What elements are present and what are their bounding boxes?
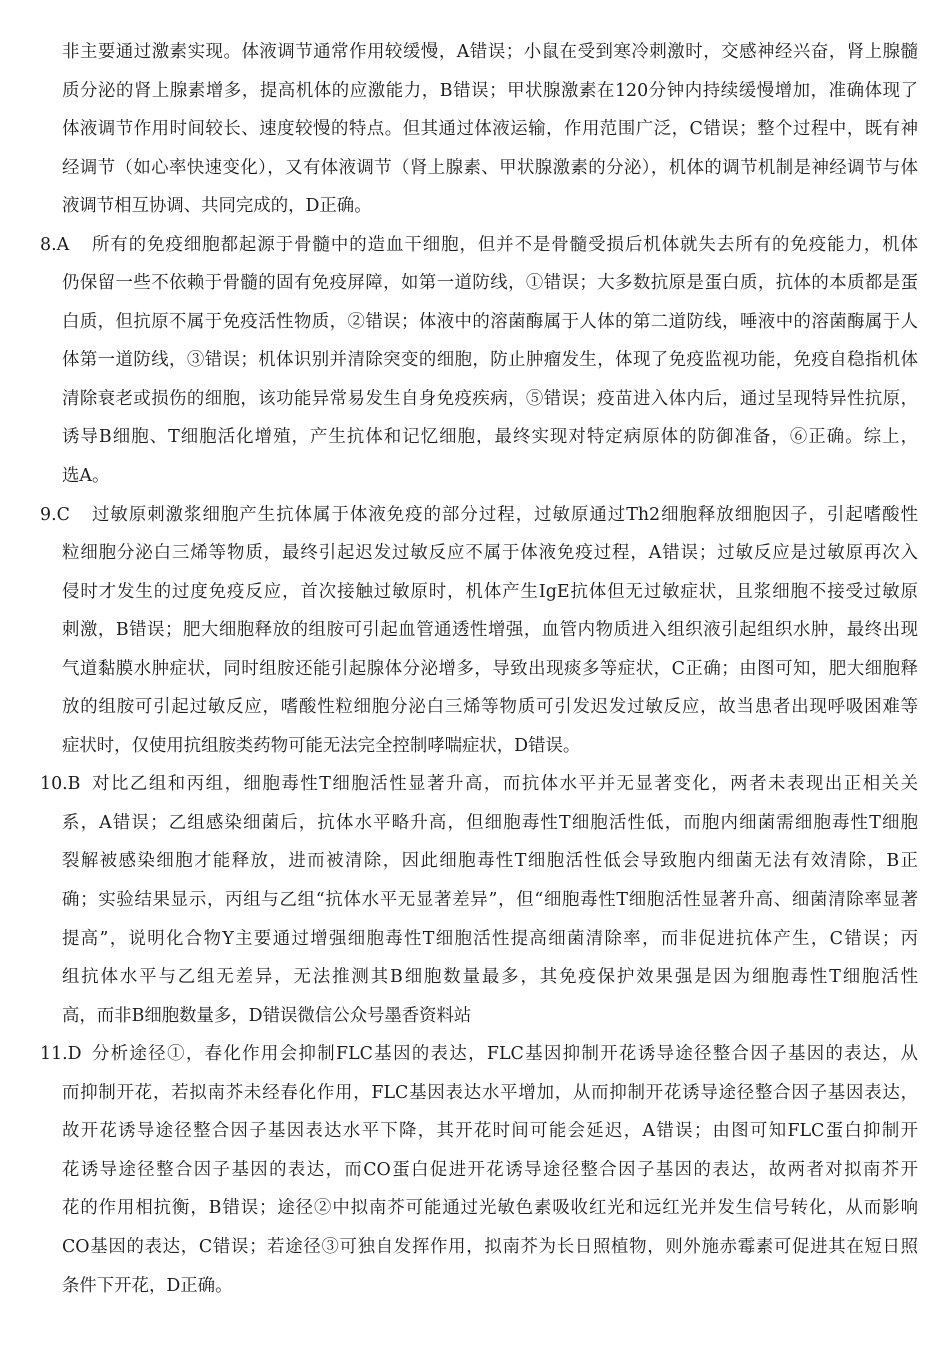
line-text: 气道黏膜水肿症状，同时组胺还能引起腺体分泌增多，导致出现痰多等症状，C正确；由图可知，肥大细胞释 [62, 658, 918, 679]
text-line [0, 303, 950, 342]
text-line [0, 534, 950, 573]
text-line [0, 457, 950, 496]
line-text: 体液调节作用时间较长、速度较慢的特点。但其通过体液运输，作用范围广泛，C错误；整个过程中，既有神 [62, 119, 918, 140]
answer-label: 10.B [40, 774, 81, 795]
answer-document [0, 33, 950, 1296]
line-text: 体第一道防线，③错误；机体识别并清除突变的细胞，防止肿瘤发生，体现了免疫监视功能，免疫自稳指机体 [62, 350, 918, 371]
line-text: 故开花诱导途径整合因子基因表达水平下降，其开花时间可能会延迟，A错误；由图可知FLC蛋白抑制开 [62, 1121, 918, 1142]
text-line [0, 1151, 950, 1190]
line-text: 裂解被感染细胞才能释放，进而被清除，因此细胞毒性T细胞活性低会导致胞内细菌无法有效清除，B正 [62, 851, 918, 872]
line-text: 白质，但抗原不属于免疫活性物质，②错误；体液中的溶菌酶属于人体的第二道防线，唾液中的溶菌酶属于人 [62, 311, 918, 332]
text-line [0, 1267, 950, 1306]
text-line [0, 1228, 950, 1267]
text-line [0, 611, 950, 650]
line-text: 过敏原刺激浆细胞产生抗体属于体液免疫的部分过程，过敏原通过Th2细胞释放细胞因子，引起嗜酸性 [92, 504, 918, 525]
line-text: 质分泌的肾上腺素增多，提高机体的应激能力，B错误；甲状腺激素在120分钟内持续缓慢增加，准确体现了 [62, 80, 918, 101]
text-line [0, 72, 950, 111]
line-text: CO基因的表达，C错误；若途径③可独自发挥作用，拟南芥为长日照植物，则外施赤霉素可促进其在短日照 [62, 1236, 918, 1257]
text-line [0, 881, 950, 920]
text-line [0, 727, 950, 766]
text-line [0, 650, 950, 689]
line-text: 对比乙组和丙组，细胞毒性T细胞活性显著升高，而抗体水平并无显著变化，两者未表现出正相关关 [92, 774, 918, 795]
line-text: 高，而非B细胞数量多，D错误微信公众号墨香资料站 [62, 1005, 472, 1026]
text-line [0, 341, 950, 380]
line-text: 花诱导途径整合因子基因的表达，而CO蛋白促进开花诱导途径整合因子基因的表达，故两者对拟南芥开 [62, 1159, 918, 1180]
answer-label: 8.A [40, 234, 70, 255]
line-text: 组抗体水平与乙组无差异，无法推测其B细胞数量最多，其免疫保护效果强是因为细胞毒性T细胞活性 [62, 967, 918, 988]
text-line [0, 804, 950, 843]
line-text: 液调节相互协调、共同完成的，D正确。 [62, 196, 372, 217]
line-text: 系，A错误；乙组感染细菌后，抗体水平略升高，但细胞毒性T细胞活性低，而胞内细菌需细胞毒性T细胞 [62, 812, 918, 833]
text-line [0, 187, 950, 226]
line-text: 条件下开花，D正确。 [62, 1275, 233, 1296]
text-line [0, 842, 950, 881]
text-line [0, 958, 950, 997]
line-text: 分析途径①，春化作用会抑制FLC基因的表达，FLC基因抑制开花诱导途径整合因子基因的表达，从 [92, 1044, 918, 1065]
text-line [0, 1074, 950, 1113]
text-line [0, 920, 950, 959]
line-text: 症状时，仅使用抗组胺类药物可能无法完全控制哮喘症状，D错误。 [62, 735, 581, 756]
text-line [0, 496, 950, 535]
text-line [0, 149, 950, 188]
line-text: 侵时才发生的过度免疫反应，首次接触过敏原时，机体产生IgE抗体但无过敏症状，且浆细胞不接受过敏原 [62, 581, 918, 602]
line-text: 经调节（如心率快速变化），又有体液调节（肾上腺素、甲状腺激素的分泌），机体的调节机制是神经调节与体 [62, 157, 918, 178]
line-text: 刺激，B错误；肥大细胞释放的组胺可引起血管通透性增强，血管内物质进入组织液引起组织水肿，最终出现 [62, 620, 918, 641]
answer-label: 11.D [40, 1044, 82, 1065]
text-line [0, 1112, 950, 1151]
text-line [0, 765, 950, 804]
text-line [0, 997, 950, 1036]
line-text: 非主要通过激素实现。体液调节通常作用较缓慢，A错误；小鼠在受到寒冷刺激时，交感神经兴奋，肾上腺髓 [62, 42, 918, 62]
text-line [0, 33, 950, 72]
line-text: 仍保留一些不依赖于骨髓的固有免疫屏障，如第一道防线，①错误；大多数抗原是蛋白质，抗体的本质都是蛋 [62, 273, 918, 294]
line-text: 花的作用相抗衡，B错误；途径②中拟南芥可能通过光敏色素吸收红光和远红光并发生信号转化，从而影响 [62, 1198, 918, 1219]
line-text: 清除衰老或损伤的细胞，该功能异常易发生自身免疫疾病，⑤错误；疫苗进入体内后，通过呈现特异性抗原， [62, 388, 918, 409]
line-text: 确；实验结果显示，丙组与乙组“抗体水平无显著差异”，但“细胞毒性T细胞活性显著升高、细菌清除率显著 [62, 890, 918, 911]
answer-label: 9.C [40, 504, 70, 525]
line-text: 而抑制开花，若拟南芥未经春化作用，FLC基因表达水平增加，从而抑制开花诱导途径整合因子基因表达， [62, 1082, 918, 1103]
line-text: 所有的免疫细胞都起源于骨髓中的造血干细胞，但并不是骨髓受损后机体就失去所有的免疫能力，机体 [92, 234, 918, 255]
text-line [0, 1035, 950, 1074]
text-line [0, 110, 950, 149]
line-text: 选A。 [62, 466, 110, 487]
text-line [0, 264, 950, 303]
line-text: 提高”，说明化合物Y主要通过增强细胞毒性T细胞活性提高细菌清除率，而非促进抗体产生，C错误；丙 [62, 928, 918, 949]
text-line [0, 688, 950, 727]
line-text: 粒细胞分泌白三烯等物质，最终引起迟发过敏反应不属于体液免疫过程，A错误；过敏反应是过敏原再次入 [62, 543, 918, 564]
text-line [0, 1189, 950, 1228]
line-text: 诱导B细胞、T细胞活化增殖，产生抗体和记忆细胞，最终实现对特定病原体的防御准备，⑥正确。综上， [62, 427, 918, 448]
text-line [0, 418, 950, 457]
line-text: 放的组胺可引起过敏反应，嗜酸性粒细胞分泌白三烯等物质可引发迟发过敏反应，故当患者出现呼吸困难等 [62, 697, 918, 718]
text-line [0, 226, 950, 265]
text-line [0, 380, 950, 419]
text-line [0, 573, 950, 612]
